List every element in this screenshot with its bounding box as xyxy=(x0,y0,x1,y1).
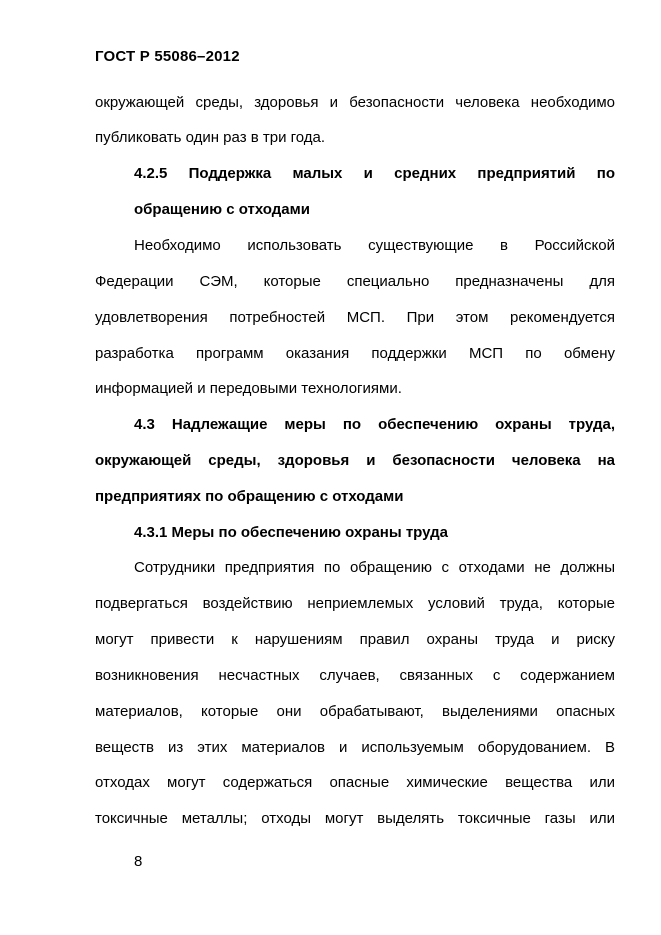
section-heading: 4.2.5 Поддержка малых и средних предприятий по xyxy=(134,165,615,182)
body-line: возникновения несчастных случаев, связанных с содержанием xyxy=(95,667,615,684)
body-line: веществ из этих материалов и используемым оборудованием. В xyxy=(95,739,615,756)
subsection-heading: 4.3.1 Меры по обеспечению охраны труда xyxy=(134,524,448,541)
body-line: отходах могут содержаться опасные химические вещества или xyxy=(95,774,615,791)
body-line: Необходимо использовать существующие в Российской xyxy=(134,237,615,254)
document-header: ГОСТ Р 55086–2012 xyxy=(95,48,240,65)
body-line: публиковать один раз в три года. xyxy=(95,129,326,146)
body-line: информацией и передовыми технологиями. xyxy=(95,380,402,397)
body-line: Федерации СЭМ, которые специально предназначены для xyxy=(95,273,615,290)
body-line: окружающей среды, здоровья и безопасности человека необходимо xyxy=(95,94,615,111)
body-line: разработка программ оказания поддержки МСП по обмену xyxy=(95,345,615,362)
section-heading: 4.3 Надлежащие меры по обеспечению охраны труда, xyxy=(134,416,615,433)
body-line: подвергаться воздействию неприемлемых условий труда, которые xyxy=(95,595,615,612)
section-heading: обращению с отходами xyxy=(134,201,310,218)
body-line: Сотрудники предприятия по обращению с отходами не должны xyxy=(134,559,615,576)
body-line: материалов, которые они обрабатывают, выделениями опасных xyxy=(95,703,615,720)
body-line: могут привести к нарушениям правил охраны труда и риску xyxy=(95,631,615,648)
section-heading: окружающей среды, здоровья и безопасности человека на xyxy=(95,452,615,469)
section-heading: предприятиях по обращению с отходами xyxy=(95,488,404,505)
body-line: токсичные металлы; отходы могут выделять токсичные газы или xyxy=(95,810,615,827)
page-number: 8 xyxy=(134,853,143,870)
body-line: удовлетворения потребностей МСП. При этом рекомендуется xyxy=(95,309,615,326)
